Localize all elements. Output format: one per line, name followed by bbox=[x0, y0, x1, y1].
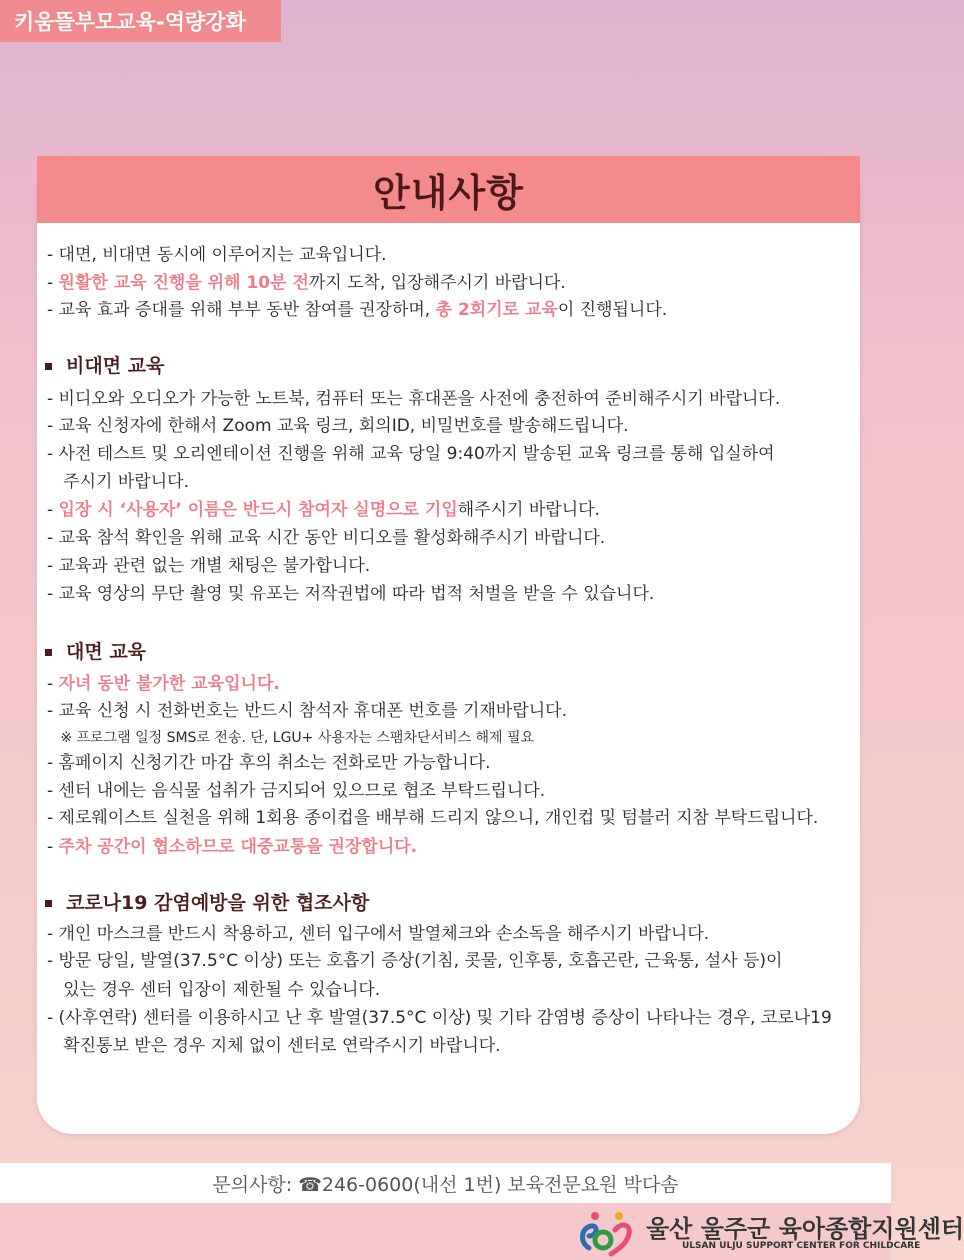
notice-line: ※ 프로그램 일정 SMS로 전송. 단, LGU+ 사용자는 스팸차단서비스 해제 필요 bbox=[47, 730, 535, 746]
notice-line: - 교육 신청자에 한해서 Zoom 교육 링크, 회의ID, 비밀번호를 발송해드립니다. bbox=[47, 416, 629, 436]
notice-line: - 개인 마스크를 반드시 착용하고, 센터 입구에서 발열체크와 손소독을 해주시기 바랍니다. bbox=[47, 924, 710, 944]
notice-line: 확진통보 받은 경우 지체 없이 센터로 연락주시기 바랍니다. bbox=[47, 1036, 501, 1056]
highlight-text: 주차 공간이 협소하므로 대중교통을 권장합니다. bbox=[58, 837, 418, 857]
notice-line: - 비디오와 오디오가 가능한 노트북, 컴퓨터 또는 휴대폰을 사전에 충전하여 준비해주시기 바랍니다. bbox=[47, 389, 781, 409]
center-logo-icon bbox=[575, 1208, 635, 1258]
notice-line: - 교육 신청 시 전화번호는 반드시 참석자 휴대폰 번호를 기재바랍니다. bbox=[47, 701, 567, 721]
bullet-square-icon bbox=[45, 649, 52, 656]
notice-line: - 교육 영상의 무단 촬영 및 유포는 저작권법에 따라 법적 처벌을 받을 수 있습니다. bbox=[47, 584, 655, 604]
notice-line: - 주차 공간이 협소하므로 대중교통을 권장합니다. bbox=[47, 837, 418, 857]
notice-line: - 교육 참석 확인을 위해 교육 시간 동안 비디오를 활성화해주시기 바랍니다. bbox=[47, 528, 606, 548]
notice-line: - 원활한 교육 진행을 위해 10분 전까지 도착, 입장해주시기 바랍니다. bbox=[47, 273, 566, 293]
highlight-text: 총 2회기로 교육 bbox=[435, 300, 558, 320]
card-header bbox=[37, 156, 860, 223]
contact-info: 문의사항: ☎246-0600(내선 1번) 보육전문요원 박다솜 bbox=[0, 1163, 891, 1203]
highlight-text: 자녀 동반 불가한 교육입니다. bbox=[58, 674, 280, 694]
section-heading: 코로나19 감염예방을 위한 협조사항 bbox=[45, 891, 369, 915]
bullet-square-icon bbox=[45, 363, 52, 370]
header-tag: 키움뜰부모교육-역량강화 bbox=[0, 0, 281, 42]
notice-card bbox=[37, 156, 860, 1134]
notice-line: - 홈페이지 신청기간 마감 후의 취소는 전화로만 가능합니다. bbox=[47, 753, 491, 773]
bullet-square-icon bbox=[45, 900, 52, 907]
section-heading: 대면 교육 bbox=[45, 640, 146, 664]
highlight-text: 원활한 교육 진행을 위해 10분 전 bbox=[58, 273, 309, 293]
notice-line: - 방문 당일, 발열(37.5°C 이상) 또는 호흡기 증상(기침, 콧물, 인후통, 호흡곤란, 근육통, 설사 등)이 bbox=[47, 951, 783, 971]
notice-line: - 교육과 관련 없는 개별 채팅은 불가합니다. bbox=[47, 556, 371, 576]
org-name: 울산 울주군 육아종합지원센터 bbox=[646, 1215, 964, 1243]
notice-line: - 제로웨이스트 실천을 위해 1회용 종이컵을 배부해 드리지 않으니, 개인컵 및 텀블러 지참 부탁드립니다. bbox=[47, 808, 819, 828]
notice-line: 있는 경우 센터 입장이 제한될 수 있습니다. bbox=[47, 980, 381, 1000]
notice-line: - 교육 효과 증대를 위해 부부 동반 참여를 권장하며, 총 2회기로 교육이 진행됩니다. bbox=[47, 300, 668, 320]
notice-line: - (사후연락) 센터를 이용하시고 난 후 발열(37.5°C 이상) 및 기타 감염병 증상이 나타나는 경우, 코로나19 bbox=[47, 1008, 832, 1028]
section-heading: 비대면 교육 bbox=[45, 354, 164, 378]
card-title: 안내사항 bbox=[373, 171, 524, 215]
notice-line: - 자녀 동반 불가한 교육입니다. bbox=[47, 674, 280, 694]
notice-line: - 대면, 비대면 동시에 이루어지는 교육입니다. bbox=[47, 245, 387, 265]
footer bbox=[0, 1203, 964, 1260]
notice-line: - 입장 시 ‘사용자’ 이름은 반드시 참여자 실명으로 기입해주시기 바랍니다. bbox=[47, 500, 600, 520]
notice-line: - 사전 테스트 및 오리엔테이션 진행을 위해 교육 당일 9:40까지 발송된 교육 링크를 통해 입실하여 bbox=[47, 444, 775, 464]
org-name-en: ULSAN ULJU SUPPORT CENTER FOR CHILDCARE bbox=[682, 1241, 921, 1251]
highlight-text: 입장 시 ‘사용자’ 이름은 반드시 참여자 실명으로 기입 bbox=[58, 500, 458, 520]
notice-line: 주시기 바랍니다. bbox=[47, 472, 189, 492]
notice-line: - 센터 내에는 음식물 섭취가 금지되어 있으므로 협조 부탁드립니다. bbox=[47, 781, 546, 801]
